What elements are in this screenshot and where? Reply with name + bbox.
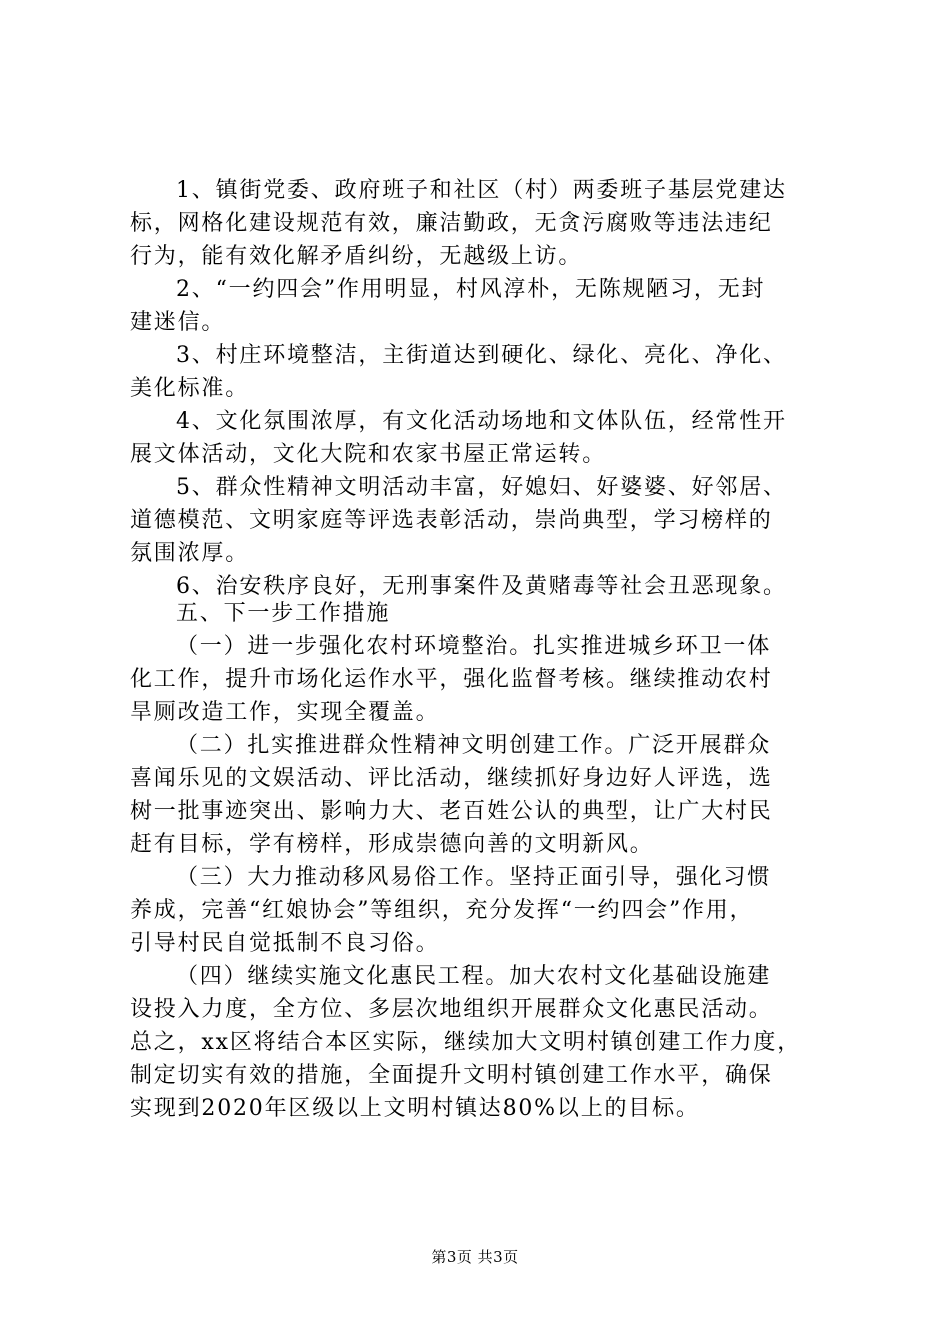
criteria-item-1-line-1: 1、镇街党委、政府班子和社区（村）两委班子基层党建达 bbox=[176, 178, 787, 203]
criteria-item-6-line-1: 6、治安秩序良好，无刑事案件及黄赌毒等社会丑恶现象。 bbox=[176, 574, 787, 599]
criteria-item-2-line-2: 建迷信。 bbox=[130, 310, 226, 335]
measure-4-line-3: 总之，xx区将结合本区实际，继续加大文明村镇创建工作力度， bbox=[130, 1030, 802, 1055]
criteria-item-3-line-2: 美化标准。 bbox=[130, 376, 250, 401]
measure-4-line-5: 实现到2020年区级以上文明村镇达80%以上的目标。 bbox=[130, 1096, 700, 1121]
criteria-item-3-line-1: 3、村庄环境整洁，主街道达到硬化、绿化、亮化、净化、 bbox=[176, 343, 787, 368]
criteria-item-1-line-3: 行为，能有效化解矛盾纠纷，无越级上访。 bbox=[130, 244, 583, 269]
section-title: 五、下一步工作措施 bbox=[176, 601, 391, 626]
measure-2-line-4: 赶有目标，学有榜样，形成崇德向善的文明新风。 bbox=[130, 832, 654, 857]
measure-4-line-4: 制定切实有效的措施，全面提升文明村镇创建工作水平，确保 bbox=[130, 1063, 773, 1088]
measure-3-line-1: （三）大力推动移风易俗工作。坚持正面引导，强化习惯 bbox=[176, 865, 772, 890]
criteria-item-1-line-2: 标，网格化建设规范有效，廉洁勤政，无贪污腐败等违法违纪 bbox=[130, 211, 773, 236]
page-footer: 第3页 共3页 bbox=[431, 1248, 519, 1266]
measure-4-line-2: 设投入力度，全方位、多层次地组织开展群众文化惠民活动。 bbox=[130, 997, 773, 1022]
measure-3-line-2: 养成，完善“红娘协会”等组织，充分发挥“一约四会”作用， bbox=[130, 898, 754, 923]
measure-3-line-3: 引导村民自觉抵制不良习俗。 bbox=[130, 931, 440, 956]
measure-1-line-1: （一）进一步强化农村环境整治。扎实推进城乡环卫一体 bbox=[176, 634, 772, 659]
measure-1-line-2: 化工作，提升市场化运作水平，强化监督考核。继续推动农村 bbox=[130, 667, 773, 692]
measure-2-line-3: 树一批事迹突出、影响力大、老百姓公认的典型，让广大村民 bbox=[130, 799, 773, 824]
criteria-item-4-line-1: 4、文化氛围浓厚，有文化活动场地和文体队伍，经常性开 bbox=[176, 409, 787, 434]
criteria-list bbox=[130, 174, 830, 603]
criteria-item-5-line-2: 道德模范、文明家庭等评选表彰活动，崇尚典型，学习榜样的 bbox=[130, 508, 773, 533]
measure-4-line-1: （四）继续实施文化惠民工程。加大农村文化基础设施建 bbox=[176, 964, 772, 989]
criteria-item-5-line-1: 5、群众性精神文明活动丰富，好媳妇、好婆婆、好邻居、 bbox=[176, 475, 787, 500]
measure-1-line-3: 旱厕改造工作，实现全覆盖。 bbox=[130, 700, 440, 725]
criteria-item-4-line-2: 展文体活动，文化大院和农家书屋正常运转。 bbox=[130, 442, 607, 467]
measure-2-line-1: （二）扎实推进群众性精神文明创建工作。广泛开展群众 bbox=[176, 733, 772, 758]
section-block bbox=[130, 597, 830, 1125]
criteria-item-5-line-3: 氛围浓厚。 bbox=[130, 541, 250, 566]
criteria-item-2-line-1: 2、“一约四会”作用明显，村风淳朴，无陈规陋习，无封 bbox=[176, 277, 766, 302]
measure-2-line-2: 喜闻乐见的文娱活动、评比活动，继续抓好身边好人评选，选 bbox=[130, 766, 773, 791]
